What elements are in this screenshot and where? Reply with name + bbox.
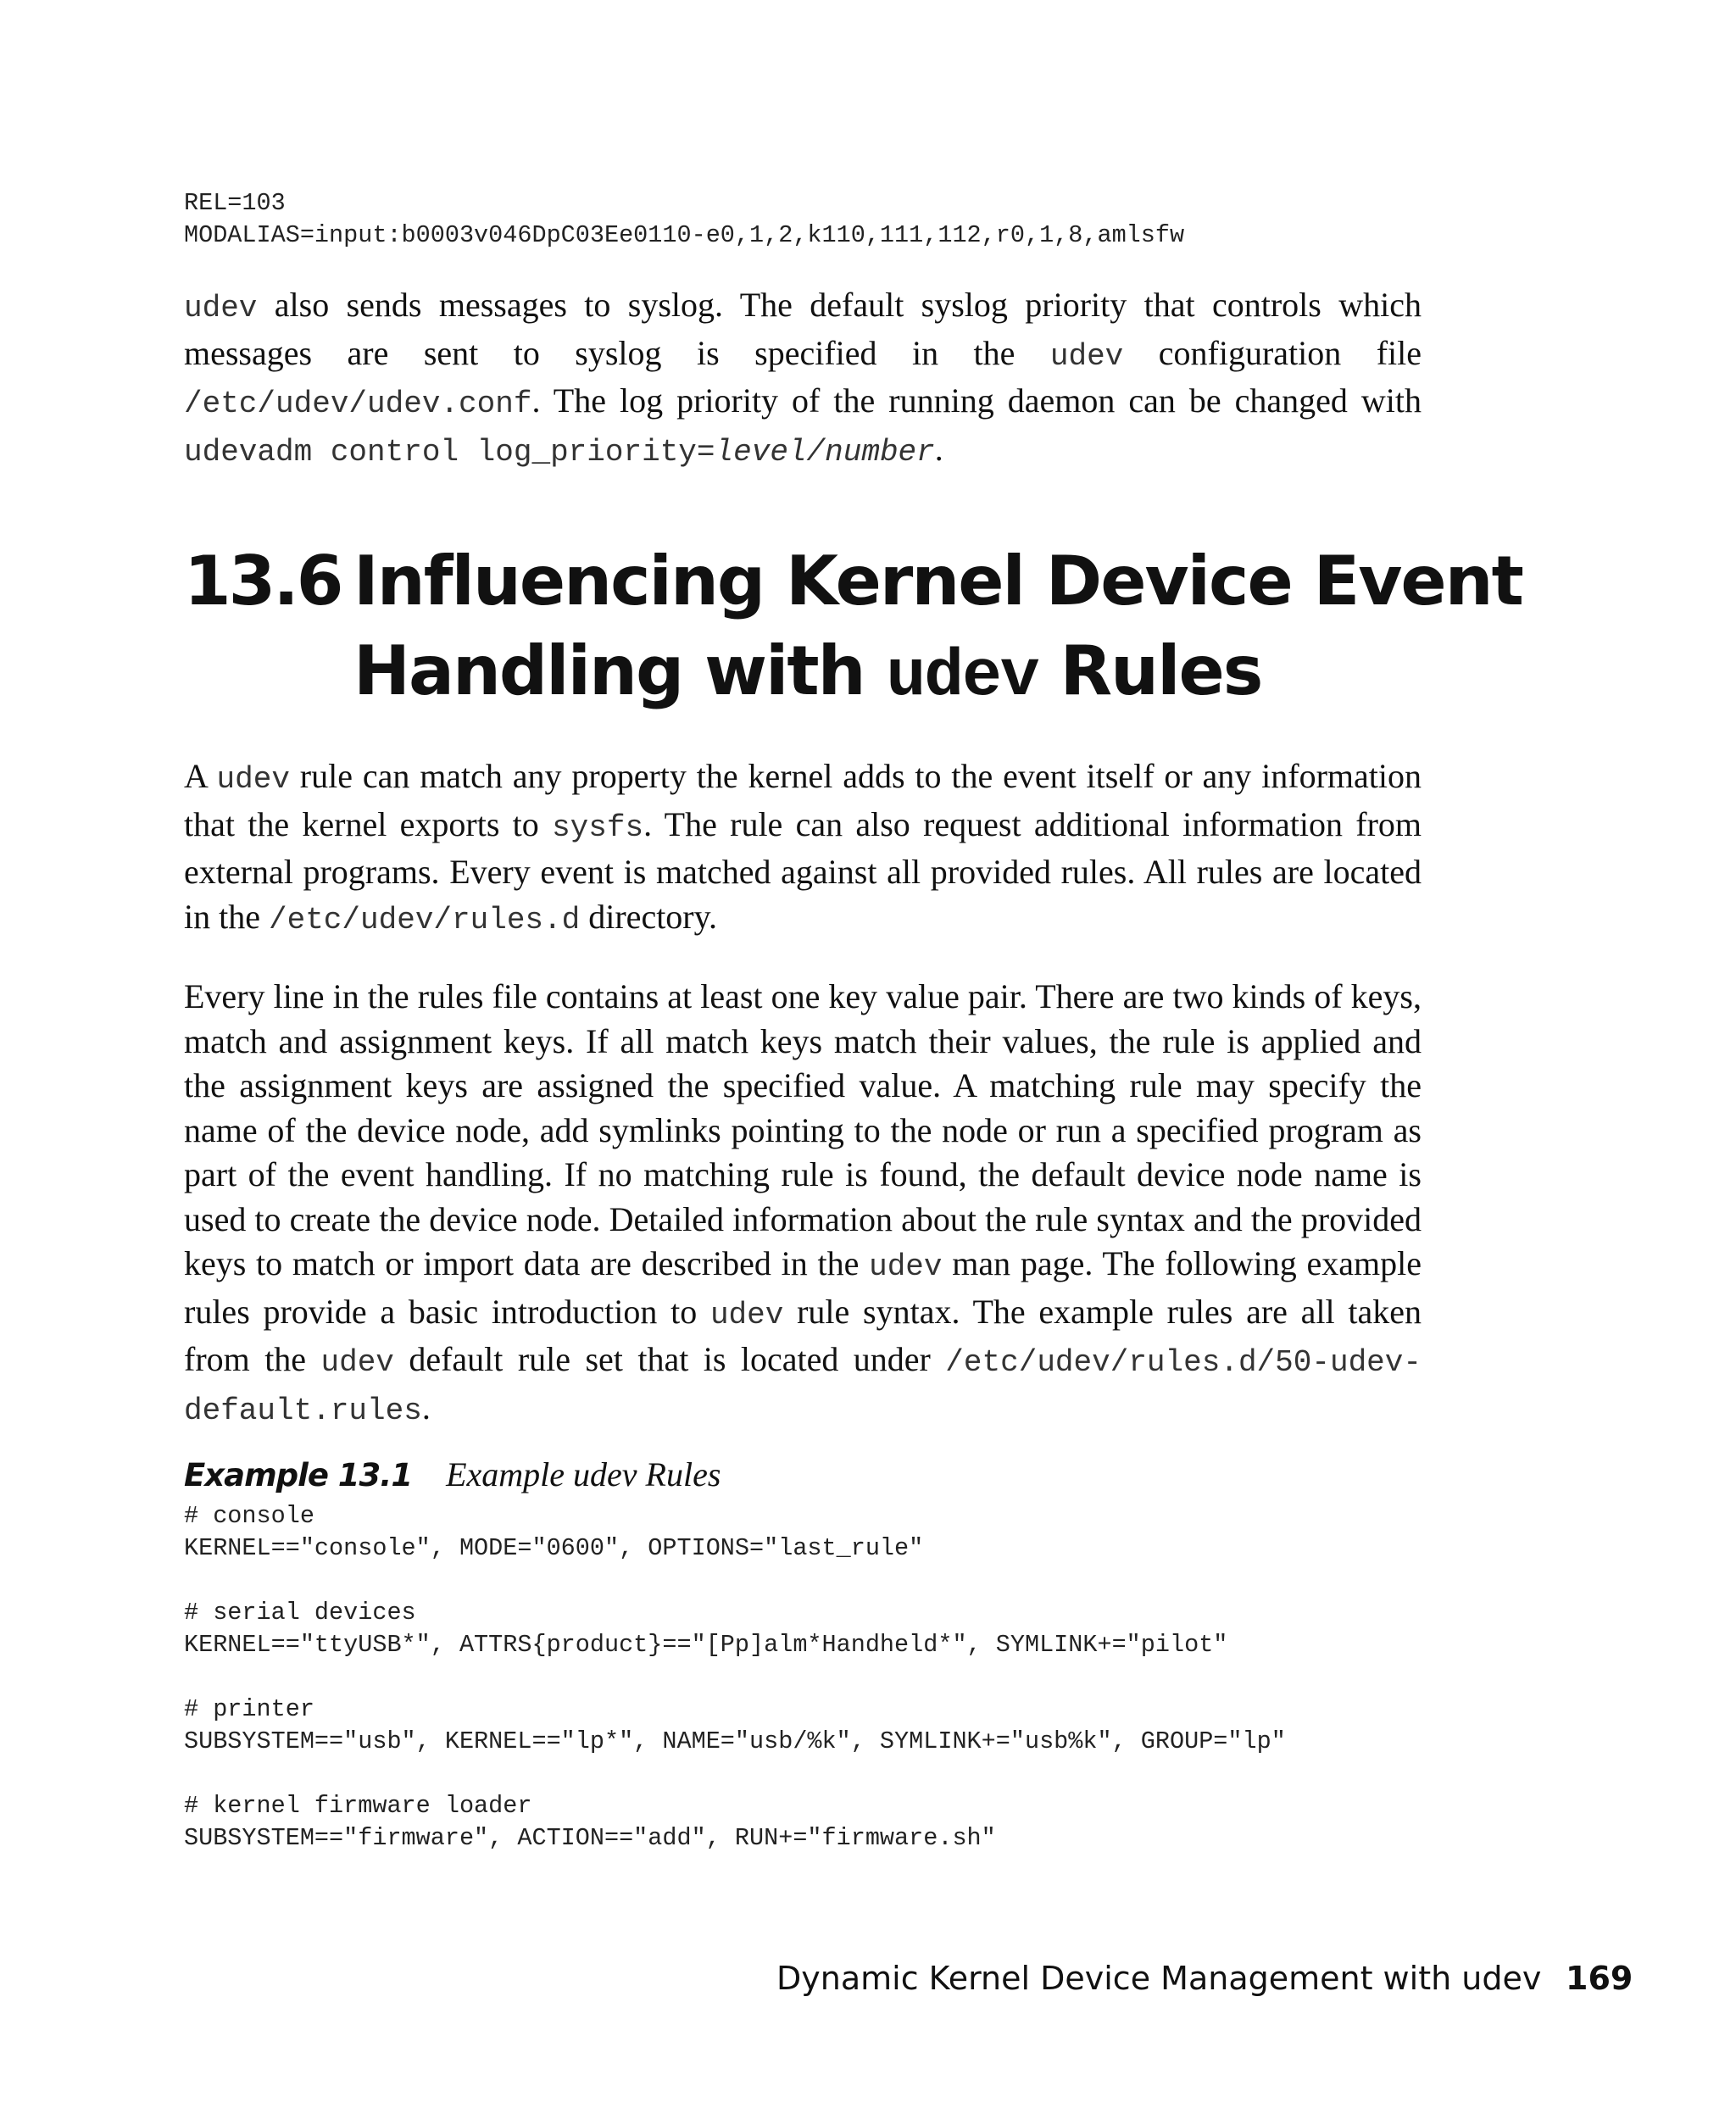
text-run: A [184,757,217,795]
inline-code: udev [869,1249,943,1284]
code-block-modalias [184,187,1184,252]
running-footer-title: Dynamic Kernel Device Management with udev [776,1960,1542,1997]
inline-code: udev [184,291,258,325]
section-title-line-2 [353,626,1261,722]
inline-code-placeholder: level/number [715,434,935,470]
inline-code: udev [216,762,290,797]
text-run: . The log priority of the running daemon can be changed with [531,381,1422,420]
code-line: MODALIAS=input:b0003v046DpC03Ee0110-e0,1,2,k110,111,112,r0,1,8,amlsfw [184,221,1185,249]
paragraph-rules-file [184,975,1422,1433]
inline-code: udev [1049,338,1124,374]
code-block-udev-rules: # console KERNEL=="console", MODE="0600", OPTIONS="last_rule" # serial devices KERNEL=="ttyUSB*", ATTRS{product}=="[Pp]alm*Handheld*", SYMLINK+="pilot" # printer SUBSYSTEM=="usb", KERNEL=="lp*", NAME="usb/%k", SYMLINK+="usb%k", GROUP="lp" # kernel firmware loader SUBSYSTEM=="firmware", ACTION=="add", RUN+="firmware.sh" [184,1502,1286,1852]
inline-code: sysfs [552,809,644,845]
paragraph-rule-match [184,754,1422,943]
page-number: 169 [1566,1960,1633,1997]
text-run: Rules [1038,631,1262,710]
paragraph-syslog [184,283,1422,475]
text-run: Every line in the rules file contains at least one key value pair. There are two kinds of keys, match and assignment keys. If all match keys match their values, the rule is applied and the assignment keys are assigned the specified value. A matching rule may specify the name of the device node, add symlinks pointing to the node or run a specified program as part of the event handling. If no matching rule is found, the default device node name is used to create the device node. Detailed information about the rule syntax and the provided keys to match or import data are described in the [184,977,1422,1282]
inline-code-path: /etc/udev/rules.d/50-udev-default.rules [184,1345,1422,1428]
section-title-line-1: Influencing Kernel Device Event [353,542,1522,620]
text-run: also sends messages to syslog. The default syslog priority that controls which messages are sent to syslog is specified in the [184,286,1422,372]
text-run: rule syntax. The example rules are all taken from the [184,1292,1422,1378]
text-run: . The rule can also request additional information from external programs. Every event is matched against all provided rules. All rules are located in the [184,804,1422,936]
inline-code-command: udevadm control log_priority= [184,434,715,470]
text-run: rule can match any property the kernel adds to the event itself or any information that the kernel exports to [184,757,1422,843]
text-run: directory. [580,897,718,936]
example-title: Example udev Rules [446,1455,721,1493]
text-run: configuration file [1123,333,1422,372]
inline-code-path: /etc/udev/udev.conf [184,387,532,421]
text-run: default rule set that is located under [393,1340,946,1378]
example-label: Example 13.1 [184,1457,413,1493]
inline-code-path: /etc/udev/rules.d [268,902,581,937]
text-run: . [934,429,943,468]
text-run: . [421,1388,431,1427]
inline-code: udev [709,1297,784,1332]
inline-code: udev [320,1345,394,1380]
heading-inline-code: udev [886,640,1038,715]
section-number: 13.6 [184,542,342,620]
code-line: REL=103 [184,189,286,217]
text-run: Handling with [353,631,887,710]
example-caption [184,1454,721,1494]
text-run: man page. The following example rules provide a basic introduction to [184,1244,1422,1331]
